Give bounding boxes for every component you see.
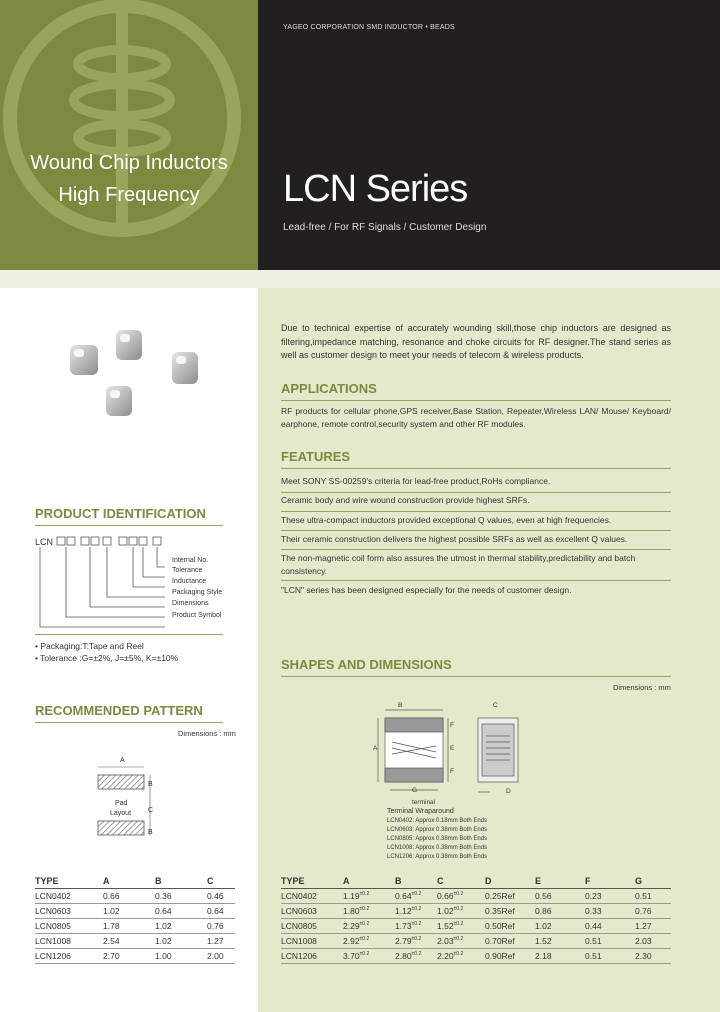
shapes-heading: SHAPES AND DIMENSIONS (281, 657, 452, 672)
cell-value: 2.03 (437, 936, 454, 946)
feature-divider (281, 549, 671, 550)
col-a: A (343, 874, 395, 889)
cell (437, 949, 485, 964)
cell: 1.02 (155, 919, 207, 934)
intro-paragraph: Due to technical expertise of accurately wounding skill,those chip inductors are designed as filtering,impedance matching, resonance and choke circuits for RF designer.The stand series as well as customer design to meet your needs of telecom & wireless products. (281, 323, 671, 360)
product-title-line1: Wound Chip Inductors (30, 152, 228, 174)
cell: 1.00 (155, 949, 207, 964)
shape-label-d: D (506, 788, 511, 795)
cell: 2.70 (103, 949, 155, 964)
cell (535, 889, 585, 904)
id-label-tolerance: Tolerance (172, 567, 203, 574)
coil-logo-graphic (0, 0, 258, 270)
table-row (281, 889, 671, 904)
feature-item: The non-magnetic coil form also assures the utmost in thermal stability,predictability and batch consistency. (281, 553, 636, 576)
wraparound-note: LCN1008: Approx 0.38mm Both Ends (387, 845, 488, 851)
features-heading: FEATURES (281, 449, 351, 464)
cell (343, 919, 395, 934)
shape-label-f1: F (450, 722, 454, 729)
cell-value: 2.03 (635, 936, 652, 946)
cell (395, 949, 437, 964)
col-type: TYPE (35, 874, 103, 889)
cell (485, 904, 535, 919)
cell (585, 919, 635, 934)
cell: 2.00 (207, 949, 235, 964)
cell-tolerance: ±0.2 (411, 891, 422, 898)
id-label-inductance: Inductance (172, 578, 207, 585)
cell-value: LCN1008 (281, 936, 317, 946)
cell-value: 1.12 (395, 906, 412, 916)
applications-heading: APPLICATIONS (281, 381, 377, 396)
cell (281, 889, 343, 904)
feature-item: Meet SONY SS-00259's criteria for lead-free product,RoHs compliance. (281, 476, 551, 486)
cell-value: 2.29 (343, 921, 360, 931)
shapes-rule (281, 676, 671, 677)
col-type: TYPE (281, 874, 343, 889)
pattern-table-header (35, 874, 235, 889)
col-b: B (395, 874, 437, 889)
cell-value: 0.44 (585, 921, 602, 931)
pattern-table (35, 874, 235, 964)
cell (635, 919, 671, 934)
pattern-units: Dimensions : mm (178, 729, 236, 738)
cell-value: 0.50Ref (485, 921, 515, 931)
table-row (281, 904, 671, 919)
table-row (281, 934, 671, 949)
recommended-pattern-heading: RECOMMENDED PATTERN (35, 703, 203, 718)
shapes-table (281, 874, 671, 964)
cell-value: LCN0402 (281, 891, 317, 901)
cell-value: 0.64 (395, 891, 412, 901)
cell-tolerance: ±0.2 (359, 891, 370, 898)
cell-value: 1.52 (535, 936, 552, 946)
feature-item: Their ceramic construction delivers the highest possible SRFs as well as excellent Q values. (281, 534, 628, 544)
col-d: D (485, 874, 535, 889)
cell: LCN1206 (35, 949, 103, 964)
cell-value: 0.76 (635, 906, 652, 916)
cell (485, 949, 535, 964)
series-title: LCN Series (283, 168, 468, 210)
cell: 1.78 (103, 919, 155, 934)
cell-value: 0.56 (535, 891, 552, 901)
feature-divider (281, 530, 671, 531)
table-row (35, 919, 235, 934)
col-b: B (155, 874, 207, 889)
wraparound-note: LCN0805: Approx 0.38mm Both Ends (387, 836, 488, 842)
feature-divider (281, 580, 671, 581)
cell-value: 2.18 (535, 951, 552, 961)
cell-tolerance: ±0.2 (359, 936, 370, 943)
cell: 0.36 (155, 889, 207, 904)
cell: 0.46 (207, 889, 235, 904)
cell (281, 934, 343, 949)
cell-value: 0.70Ref (485, 936, 515, 946)
pattern-label-b1: B (148, 781, 153, 788)
cell-value: 2.92 (343, 936, 360, 946)
cell (437, 934, 485, 949)
product-title-line2: High Frequency (58, 184, 200, 206)
cell-value: 1.02 (535, 921, 552, 931)
cell (343, 904, 395, 919)
cell-value: 0.33 (585, 906, 602, 916)
cell (585, 949, 635, 964)
terminal-label: terminal (412, 799, 436, 806)
cell (535, 934, 585, 949)
cell: 2.54 (103, 934, 155, 949)
cell (395, 934, 437, 949)
cell: 0.66 (103, 889, 155, 904)
part-code-diagram (35, 535, 225, 635)
feature-divider (281, 492, 671, 493)
pattern-label-a: A (120, 757, 125, 764)
cell-value: 2.20 (437, 951, 454, 961)
shape-label-g: G (412, 787, 418, 794)
cell (635, 889, 671, 904)
note-packaging: • Packaging:T:Tape and Reel (35, 641, 144, 651)
cell (485, 934, 535, 949)
cell: 0.76 (207, 919, 235, 934)
cell-tolerance: ±0.2 (359, 951, 370, 958)
cell (343, 934, 395, 949)
shape-label-a: A (373, 745, 378, 752)
cell (395, 904, 437, 919)
cell: LCN0402 (35, 889, 103, 904)
cell-value: 0.51 (585, 936, 602, 946)
cell-value: 1.19 (343, 891, 360, 901)
cell-value: LCN1206 (281, 951, 317, 961)
cell-tolerance: ±0.2 (453, 891, 464, 898)
id-label-packaging: Packaging Style (172, 589, 223, 596)
cell-value: 3.70 (343, 951, 360, 961)
cell (343, 889, 395, 904)
shape-label-f2: F (450, 768, 454, 775)
applications-rule (281, 400, 671, 401)
shape-label-e: E (450, 745, 455, 752)
cell-value: 0.35Ref (485, 906, 515, 916)
table-row (35, 934, 235, 949)
col-c: C (437, 874, 485, 889)
id-label-internal: Internal No. (172, 557, 209, 564)
cell-value: 0.51 (585, 951, 602, 961)
cell (535, 904, 585, 919)
cell (535, 919, 585, 934)
divider-band (0, 270, 720, 288)
shape-label-b: B (398, 702, 403, 709)
cell (585, 934, 635, 949)
cell-value: 0.23 (585, 891, 602, 901)
product-identification-rule (35, 525, 223, 526)
cell (395, 919, 437, 934)
cell: LCN1008 (35, 934, 103, 949)
cell (343, 949, 395, 964)
cell (281, 904, 343, 919)
cell-value: 2.30 (635, 951, 652, 961)
note-tolerance: • Tolerance :G=±2%, J=±5%, K=±10% (35, 653, 179, 663)
cell (635, 934, 671, 949)
feature-item: These ultra-compact inductors provided exceptional Q values, even at high frequencies. (281, 515, 612, 525)
pattern-label-b2: B (148, 829, 153, 836)
cell (485, 919, 535, 934)
col-e: E (535, 874, 585, 889)
cell (281, 919, 343, 934)
cell-tolerance: ±0.2 (453, 951, 464, 958)
table-row (281, 949, 671, 964)
table-row (281, 919, 671, 934)
cell (585, 889, 635, 904)
wraparound-title: Terminal Wraparound (387, 808, 454, 815)
cell (281, 949, 343, 964)
pattern-label-c: C (148, 807, 154, 814)
cell (395, 889, 437, 904)
cell-tolerance: ±0.2 (359, 921, 370, 928)
cell-value: LCN0805 (281, 921, 317, 931)
series-tagline: Lead-free / For RF Signals / Customer Design (283, 222, 487, 233)
cell-tolerance: ±0.2 (453, 936, 464, 943)
applications-text: RF products for cellular phone,GPS receiver,Base Station, Repeater,Wireless LAN/ Mouse/ Keyboard/ earphone, remote control,security system and other RF modules. (281, 406, 671, 429)
cell-tolerance: ±0.2 (411, 906, 422, 913)
company-line: YAGEO CORPORATION SMD INDUCTOR • BEADS (283, 24, 455, 31)
cell-tolerance: ±0.2 (359, 906, 370, 913)
cell-value: 1.02 (437, 906, 454, 916)
table-row (35, 949, 235, 964)
cell-value: LCN0603 (281, 906, 317, 916)
cell (635, 904, 671, 919)
cell: LCN0805 (35, 919, 103, 934)
table-row (35, 904, 235, 919)
recommended-pattern-rule (35, 722, 223, 723)
feature-item: Ceramic body and wire wound construction provide highest SRFs. (281, 495, 530, 505)
features-rule (281, 468, 671, 469)
id-notes-rule (35, 634, 223, 635)
wraparound-note: LCN1206: Approx 0.38mm Both Ends (387, 854, 488, 860)
cell-tolerance: ±0.2 (453, 906, 464, 913)
cell (437, 919, 485, 934)
col-f: F (585, 874, 635, 889)
cell-tolerance: ±0.2 (453, 921, 464, 928)
header-left-panel (0, 0, 258, 270)
cell-tolerance: ±0.2 (411, 936, 422, 943)
id-label-product: Product Symbol (172, 612, 222, 619)
cell: 1.27 (207, 934, 235, 949)
cell-value: 0.86 (535, 906, 552, 916)
cell (635, 949, 671, 964)
cell-value: 0.25Ref (485, 891, 515, 901)
cell: LCN0603 (35, 904, 103, 919)
col-c: C (207, 874, 235, 889)
cell-value: 0.51 (635, 891, 652, 901)
cell: 1.02 (103, 904, 155, 919)
cell: 0.64 (155, 904, 207, 919)
cell-value: 0.66 (437, 891, 454, 901)
table-row (35, 889, 235, 904)
shapes-table-header (281, 874, 671, 889)
wraparound-note: LCN0603: Approx 0.38mm Both Ends (387, 827, 488, 833)
cell-value: 2.80 (395, 951, 412, 961)
cell (485, 889, 535, 904)
cell-tolerance: ±0.2 (411, 951, 422, 958)
cell-value: 0.90Ref (485, 951, 515, 961)
cell-value: 1.52 (437, 921, 454, 931)
product-identification-heading: PRODUCT IDENTIFICATION (35, 506, 206, 521)
shapes-units: Dimensions : mm (613, 683, 671, 692)
cell: 0.64 (207, 904, 235, 919)
cell-value: 1.27 (635, 921, 652, 931)
wraparound-note: LCN0402: Approx 0.18mm Both Ends (387, 818, 488, 824)
cell (585, 904, 635, 919)
cell-value: 1.73 (395, 921, 412, 931)
pattern-label-pad: Pad (115, 800, 128, 807)
cell (437, 889, 485, 904)
col-g: G (635, 874, 671, 889)
pad-layout-diagram (90, 755, 170, 850)
feature-divider (281, 511, 671, 512)
shape-label-c: C (493, 702, 498, 709)
cell-value: 2.79 (395, 936, 412, 946)
id-label-dimensions: Dimensions (172, 600, 209, 607)
col-a: A (103, 874, 155, 889)
feature-item: "LCN" series has been designed especially for the needs of customer design. (281, 585, 572, 595)
part-code-prefix: LCN (35, 537, 54, 547)
pattern-label-layout: Layout (110, 810, 132, 817)
cell-value: 1.80 (343, 906, 360, 916)
cell (535, 949, 585, 964)
cell (437, 904, 485, 919)
cell-tolerance: ±0.2 (411, 921, 422, 928)
cell: 1.02 (155, 934, 207, 949)
